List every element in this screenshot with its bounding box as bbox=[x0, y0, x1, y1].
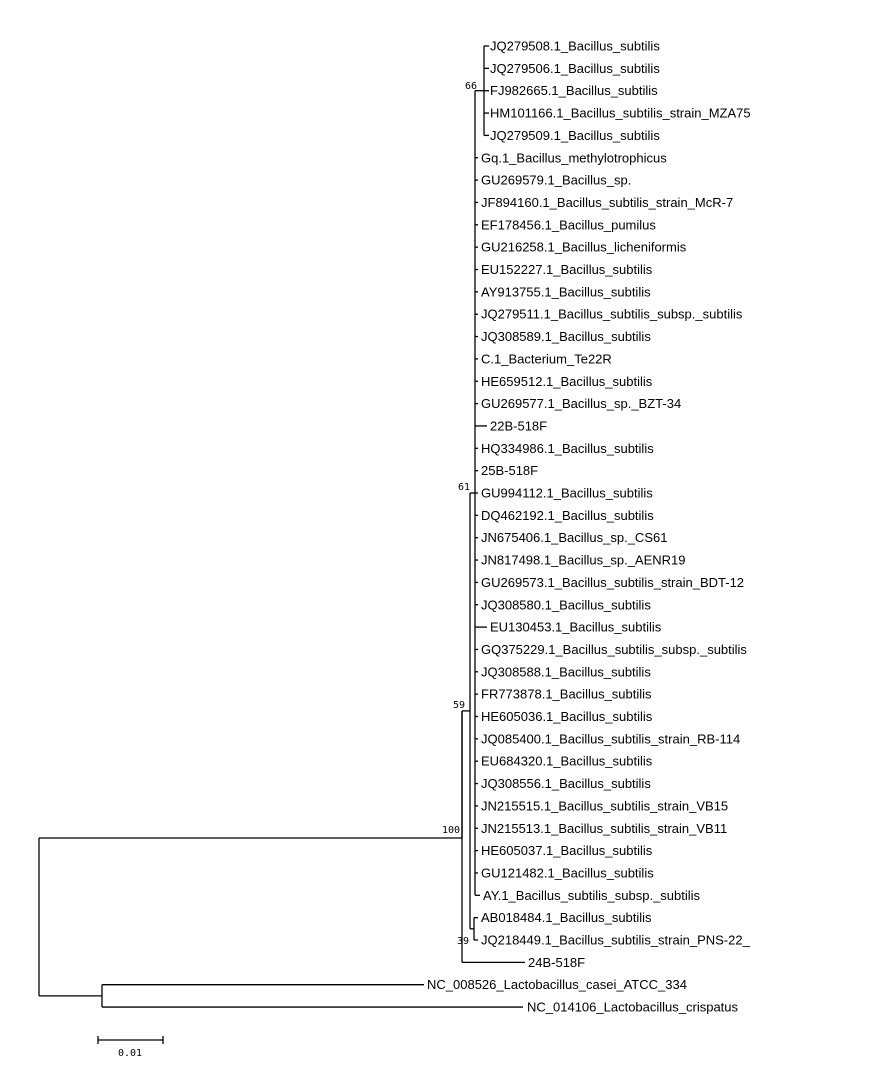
taxon-label-polytomy-6: AY913755.1_Bacillus_subtilis bbox=[481, 284, 651, 300]
taxon-label-polytomy-19: GU269573.1_Bacillus_subtilis_strain_BDT-12 bbox=[481, 574, 745, 590]
taxon-label-polytomy-15: GU994112.1_Bacillus_subtilis bbox=[481, 485, 653, 501]
taxon-label-clade66-1: JQ279506.1_Bacillus_subtilis bbox=[490, 60, 660, 76]
taxon-label-polytomy-30: JN215513.1_Bacillus_subtilis_strain_VB11 bbox=[481, 820, 728, 836]
taxon-label-clade39-1: JQ218449.1_Bacillus_subtilis_strain_PNS-22_ bbox=[481, 932, 750, 948]
taxon-label-polytomy-1: GU269579.1_Bacillus_sp. bbox=[481, 172, 632, 188]
scale-bar-label: 0.01 bbox=[117, 1048, 143, 1059]
bootstrap-value-39: 39 bbox=[456, 936, 469, 947]
bootstrap-value-100: 100 bbox=[441, 825, 460, 836]
taxon-label-clade66-0: JQ279508.1_Bacillus_subtilis bbox=[490, 38, 660, 54]
taxon-label-polytomy-24: FR773878.1_Bacillus_subtilis bbox=[481, 686, 652, 702]
taxon-label-polytomy-18: JN817498.1_Bacillus_sp._AENR19 bbox=[481, 552, 686, 568]
tree-branches bbox=[39, 46, 525, 1007]
taxon-label-polytomy-26: JQ085400.1_Bacillus_subtilis_strain_RB-114 bbox=[481, 731, 741, 747]
taxon-label-clade39-0: AB018484.1_Bacillus_subtilis bbox=[481, 910, 652, 926]
taxon-label-polytomy-32: GU121482.1_Bacillus_subtilis bbox=[481, 865, 654, 881]
taxon-label-polytomy-21: EU130453.1_Bacillus_subtilis bbox=[490, 619, 662, 635]
taxon-label-polytomy-17: JN675406.1_Bacillus_sp._CS61 bbox=[481, 530, 668, 546]
taxon-label-polytomy-11: GU269577.1_Bacillus_sp._BZT-34 bbox=[481, 396, 682, 412]
taxon-label-polytomy-7: JQ279511.1_Bacillus_subtilis_subsp._subtilis bbox=[481, 306, 743, 322]
taxon-label-polytomy-23: JQ308588.1_Bacillus_subtilis bbox=[481, 664, 651, 680]
bootstrap-value-61: 61 bbox=[457, 482, 470, 493]
taxon-label-polytomy-33: AY.1_Bacillus_subtilis_subsp._subtilis bbox=[483, 887, 701, 903]
taxon-label-polytomy-4: GU216258.1_Bacillus_licheniformis bbox=[481, 239, 687, 255]
taxon-label-polytomy-22: GQ375229.1_Bacillus_subtilis_subsp._subtilis bbox=[481, 641, 747, 657]
taxon-label-polytomy-10: HE659512.1_Bacillus_subtilis bbox=[481, 373, 653, 389]
taxon-label-outlier: 24B-518F bbox=[528, 954, 586, 970]
bootstrap-value-66: 66 bbox=[464, 81, 477, 92]
taxon-label-polytomy-8: JQ308589.1_Bacillus_subtilis bbox=[481, 329, 651, 345]
taxon-label-polytomy-2: JF894160.1_Bacillus_subtilis_strain_McR-7 bbox=[481, 194, 734, 210]
taxon-label-polytomy-14: 25B-518F bbox=[481, 463, 539, 479]
taxon-label-polytomy-13: HQ334986.1_Bacillus_subtilis bbox=[481, 440, 654, 456]
taxon-label-clade66-2: FJ982665.1_Bacillus_subtilis bbox=[490, 83, 658, 99]
taxon-label-clade66-3: HM101166.1_Bacillus_subtilis_strain_MZA75 bbox=[490, 105, 751, 121]
taxon-label-polytomy-27: EU684320.1_Bacillus_subtilis bbox=[481, 753, 653, 769]
taxon-label-lactobacillus-crispatus: NC_014106_Lactobacillus_crispatus bbox=[527, 999, 739, 1015]
taxon-label-polytomy-9: C.1_Bacterium_Te22R bbox=[481, 351, 612, 367]
taxon-label-polytomy-25: HE605036.1_Bacillus_subtilis bbox=[481, 709, 653, 724]
taxon-label-polytomy-5: EU152227.1_Bacillus_subtilis bbox=[481, 262, 653, 277]
scale-bar bbox=[98, 1036, 163, 1059]
taxon-label-polytomy-16: DQ462192.1_Bacillus_subtilis bbox=[481, 507, 654, 523]
taxon-label-polytomy-12: 22B-518F bbox=[490, 418, 548, 434]
taxon-label-polytomy-29: JN215515.1_Bacillus_subtilis_strain_VB15 bbox=[481, 798, 729, 814]
taxon-label-polytomy-20: JQ308580.1_Bacillus_subtilis bbox=[481, 597, 651, 613]
bootstrap-value-59: 59 bbox=[452, 700, 465, 711]
taxon-label-polytomy-3: EF178456.1_Bacillus_pumilus bbox=[481, 217, 656, 233]
taxon-label-polytomy-28: JQ308556.1_Bacillus_subtilis bbox=[481, 776, 651, 792]
taxon-label-clade66-4: JQ279509.1_Bacillus_subtilis bbox=[490, 127, 660, 143]
taxon-label-polytomy-0: Gq.1_Bacillus_methylotrophicus bbox=[481, 150, 667, 166]
taxon-label-lactobacillus-casei: NC_008526_Lactobacillus_casei_ATCC_334 bbox=[427, 977, 687, 993]
taxon-label-polytomy-31: HE605037.1_Bacillus_subtilis bbox=[481, 843, 653, 859]
